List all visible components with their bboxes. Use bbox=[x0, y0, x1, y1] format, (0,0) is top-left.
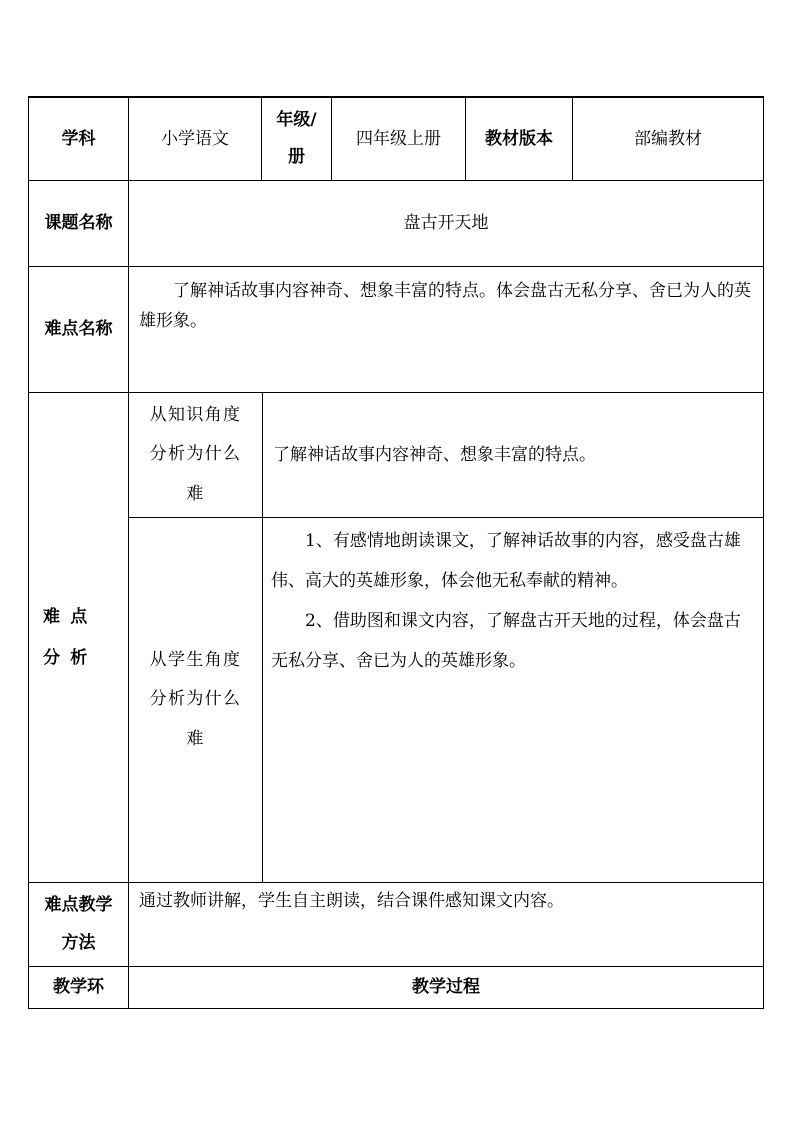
table-border-right bbox=[763, 96, 764, 1009]
grade-value: 四年级上册 bbox=[356, 128, 441, 149]
process-label: 教学环 bbox=[53, 977, 104, 998]
grade-label: 年级/册 bbox=[276, 109, 317, 167]
difficulty-label: 难点名称 bbox=[44, 319, 113, 340]
difficulty-value: 了解神话故事内容神奇、想象丰富的特点。体会盘古无私分享、舍已为人的英雄形象。 bbox=[139, 281, 751, 331]
analysis-label: 难点分析 bbox=[43, 606, 98, 668]
student-label: 从学生角度分析为什么难 bbox=[149, 650, 242, 749]
process-value: 教学过程 bbox=[412, 977, 480, 998]
difficulty-cell bbox=[129, 267, 763, 392]
knowledge-value: 了解神话故事内容神奇、想象丰富的特点。 bbox=[273, 444, 596, 465]
topic-value: 盘古开天地 bbox=[403, 213, 489, 234]
table-border-bottom bbox=[28, 1008, 764, 1009]
method-value: 通过教师讲解，学生自主朗读，结合课件感知课文内容。 bbox=[139, 891, 564, 911]
student-paragraph-2: 2、借助图和课文内容，了解盘古开天地的过程，体会盘古无私分享、舍已为人的英雄形象。 bbox=[271, 610, 741, 671]
student-paragraph-1: 1、有感情地朗读课文，了解神话故事的内容，感受盘古雄伟、高大的英雄形象，体会他无私奉献的精神。 bbox=[271, 531, 741, 591]
subject-value: 小学语文 bbox=[161, 128, 229, 149]
subject-label: 学科 bbox=[61, 128, 96, 149]
topic-label: 课题名称 bbox=[44, 213, 113, 234]
edition-value: 部编教材 bbox=[634, 128, 702, 149]
knowledge-label: 从知识角度分析为什么难 bbox=[149, 405, 242, 504]
method-label: 难点教学方法 bbox=[44, 895, 113, 953]
edition-label: 教材版本 bbox=[485, 128, 553, 149]
student-cell bbox=[263, 518, 763, 882]
